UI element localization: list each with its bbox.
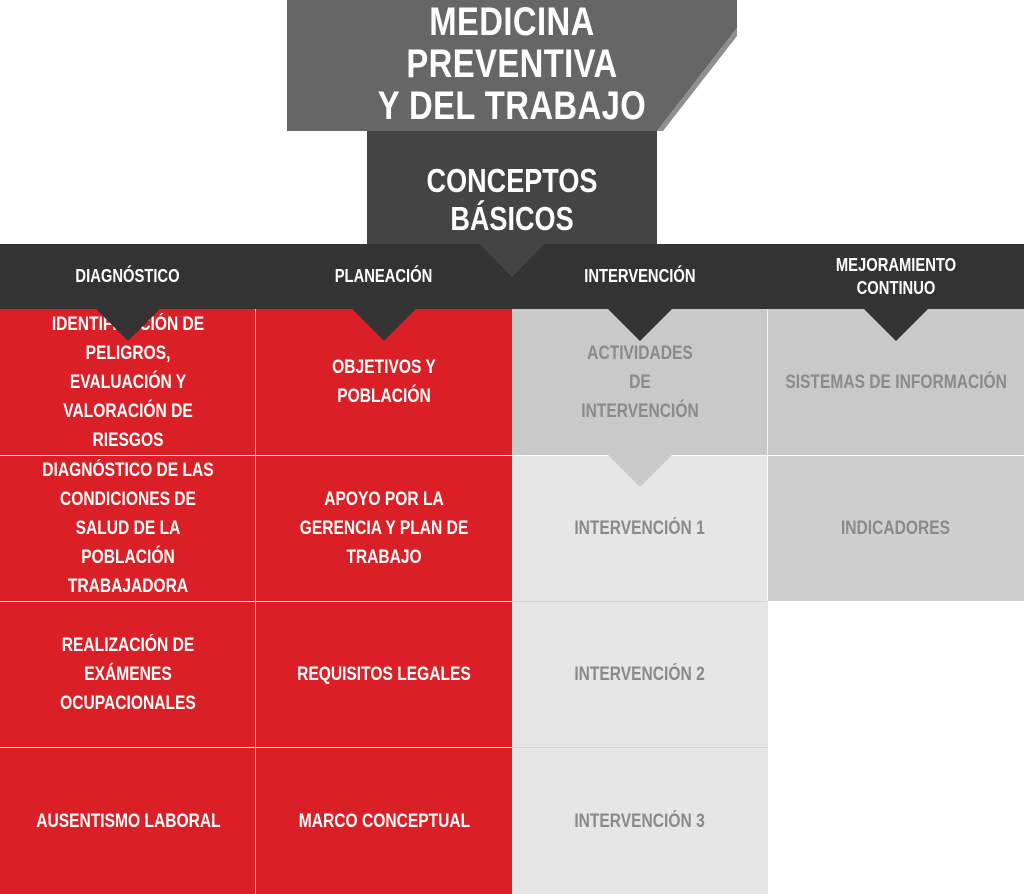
divider	[0, 455, 512, 456]
divider	[512, 601, 768, 602]
column-header-planeacion: PLANEACIÓN	[335, 266, 433, 286]
concepts-title: CONCEPTOS BÁSICOS	[426, 162, 598, 237]
title-line-2: Y DEL TRABAJO	[377, 84, 647, 128]
divider	[768, 455, 1024, 456]
diagnostico-arrow	[96, 309, 160, 341]
title-line-1: MEDICINA PREVENTIVA	[406, 0, 618, 86]
column-header-intervencion: INTERVENCIÓN	[584, 266, 696, 286]
intervencion-header-arrow	[608, 309, 672, 341]
divider	[512, 747, 768, 748]
page-title	[287, 0, 737, 128]
divider	[0, 747, 512, 748]
mejoramiento-item-2: INDICADORES	[768, 456, 1024, 601]
column-header-mejoramiento: MEJORAMIENTO CONTINUO	[835, 254, 957, 298]
intervencion-item-4: INTERVENCIÓN 3	[512, 748, 768, 894]
mejoramiento-arrow	[864, 309, 928, 341]
planeacion-item-1: OBJETIVOS Y POBLACIÓN	[256, 309, 512, 455]
diagnostico-item-4: AUSENTISMO LABORAL	[0, 748, 256, 894]
intervencion-item-1: ACTIVIDADES DE INTERVENCIÓN	[512, 309, 768, 455]
planeacion-item-3: REQUISITOS LEGALES	[256, 602, 512, 747]
planeacion-arrow	[352, 309, 416, 341]
planeacion-item-4: MARCO CONCEPTUAL	[256, 748, 512, 894]
mejoramiento-item-1: SISTEMAS DE INFORMACIÓN	[768, 309, 1024, 455]
diagnostico-item-3: REALIZACIÓN DE EXÁMENES OCUPACIONALES	[0, 602, 256, 747]
diagnostico-item-1: IDENTIFICACIÓN DE PELIGROS, EVALUACIÓN Y VALORACIÓN DE RIESGOS	[0, 309, 256, 455]
diagnostico-item-2: DIAGNÓSTICO DE LAS CONDICIONES DE SALUD DE LA POBLACIÓN TRABAJADORA	[0, 456, 256, 601]
column-header-diagnostico: DIAGNÓSTICO	[75, 266, 181, 286]
divider	[0, 601, 512, 602]
planeacion-item-2: APOYO POR LA GERENCIA Y PLAN DE TRABAJO	[256, 456, 512, 601]
intervencion-item-3: INTERVENCIÓN 2	[512, 602, 768, 747]
intervencion-arrow	[608, 455, 672, 487]
intervencion-item-2: INTERVENCIÓN 1	[512, 456, 768, 601]
